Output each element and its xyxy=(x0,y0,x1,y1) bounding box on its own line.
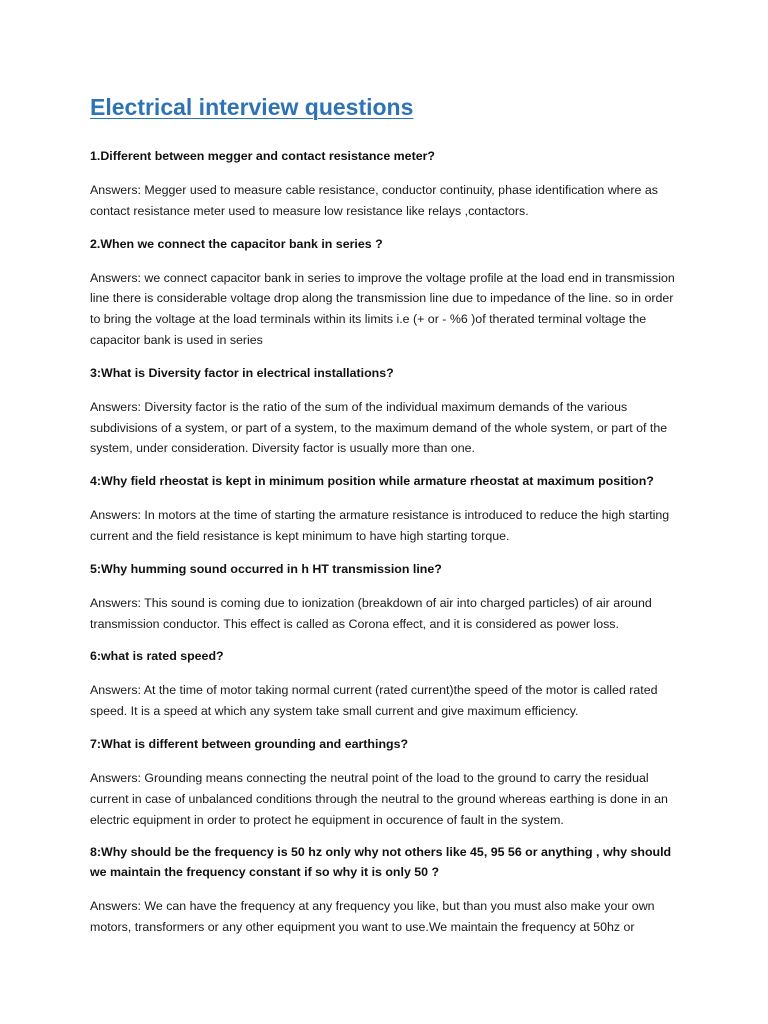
qa-item-8 xyxy=(90,842,678,938)
qa-item-2 xyxy=(90,234,678,351)
question-6: 6:what is rated speed? xyxy=(90,649,224,664)
answer-1: Answers: Megger used to measure cable resistance, conductor continuity, phase identification where as contact resistance meter used to measure low resistance like relays ,contactors. xyxy=(90,183,658,218)
document-title: Electrical interview questions xyxy=(90,94,414,120)
qa-item-7 xyxy=(90,734,678,830)
question-8: 8:Why should be the frequency is 50 hz only why not others like 45, 95 56 or anything , why should we maintain the frequency constant if so why it is only 50 ? xyxy=(90,845,672,880)
qa-item-3 xyxy=(90,363,678,459)
question-7: 7:What is different between grounding and earthings? xyxy=(90,736,409,751)
question-3: 3:What is Diversity factor in electrical installations? xyxy=(90,365,394,380)
qa-item-4 xyxy=(90,471,678,547)
question-5: 5:Why humming sound occurred in h HT transmission line? xyxy=(90,561,442,576)
answer-3: Answers: Diversity factor is the ratio of the sum of the individual maximum demands of the various subdivisions of a system, or part of a system, to the maximum demand of the whole system, or part of the system, under consideration. Diversity factor is usually more than one. xyxy=(90,399,668,456)
question-2: 2.When we connect the capacitor bank in series ? xyxy=(90,236,383,251)
answer-7: Answers: Grounding means connecting the neutral point of the load to the ground to carry the residual current in case of unbalanced conditions through the neutral to the ground whereas earthing is done in an electric equipment in order to protect he equipment in occurence of fault in the system. xyxy=(90,770,668,827)
qa-item-5 xyxy=(90,559,678,635)
question-4: 4:Why field rheostat is kept in minimum position while armature rheostat at maximum position? xyxy=(90,474,654,489)
answer-8: Answers: We can have the frequency at any frequency you like, but than you must also make your own motors, transformers or any other equipment you want to use.We maintain the frequency at 50hz or xyxy=(90,899,655,935)
answer-2: Answers: we connect capacitor bank in series to improve the voltage profile at the load end in transmission line there is considerable voltage drop along the transmission line due to impedance of the line. so in order to bring the voltage at the load terminals within its limits i.e (+ or - %6 )of therated terminal voltage the capacitor bank is used in series xyxy=(90,270,675,347)
answer-4: Answers: In motors at the time of starting the armature resistance is introduced to reduce the high starting current and the field resistance is kept minimum to have high starting torque. xyxy=(90,508,670,543)
answer-5: Answers: This sound is coming due to ionization (breakdown of air into charged particles) of air around transmission conductor. This effect is called as Corona effect, and it is considered as power loss. xyxy=(90,595,652,631)
qa-item-1 xyxy=(90,146,678,222)
qa-item-6 xyxy=(90,646,678,722)
answer-6: Answers: At the time of motor taking normal current (rated current)the speed of the motor is called rated speed. It is a speed at which any system take small current and give maximum efficiency. xyxy=(90,683,658,719)
question-1: 1.Different between megger and contact resistance meter? xyxy=(90,149,435,163)
